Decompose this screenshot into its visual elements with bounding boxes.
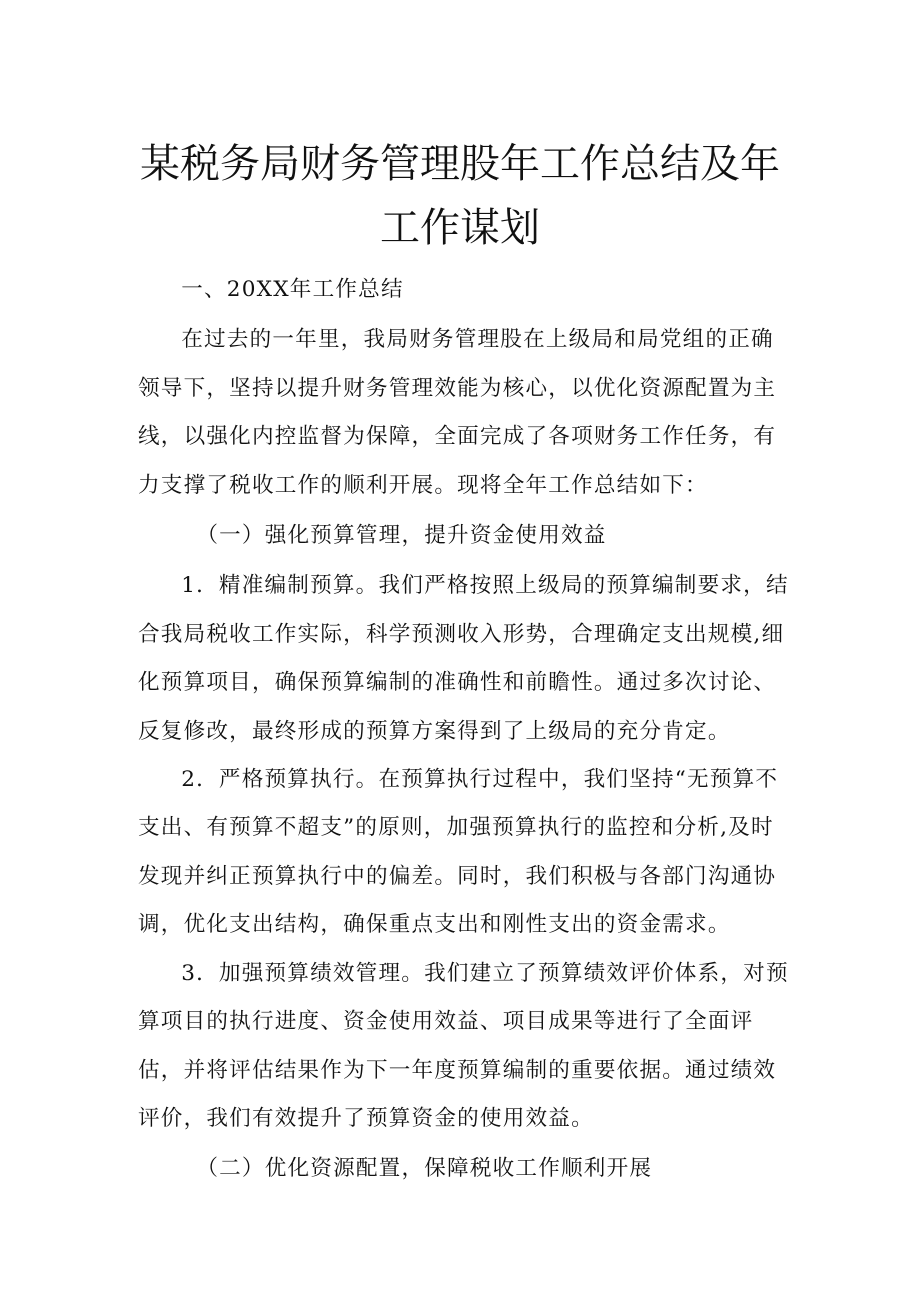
- document-title: 某税务局财务管理股年工作总结及年工作谋划: [140, 141, 780, 251]
- paragraph-item-1: 1．精准编制预算。我们严格按照上级局的预算编制要求，结合我局税收工作实际，科学预测收入形势，合理确定支出规模,细化预算项目，确保预算编制的准确性和前瞻性。通过多次讨论、反复修改，最终形成的预算方案得到了上级局的充分肯定。: [138, 573, 789, 744]
- section-intro-paragraph: 在过去的一年里，我局财务管理股在上级局和局党组的正确领导下，坚持以提升财务管理效能为核心，以优化资源配置为主线，以强化内控监督为保障，全面完成了各项财务工作任务，有力支撑了税收工作的顺利开展。现将全年工作总结如下：: [138, 327, 777, 498]
- document-body: [138, 264, 790, 1196]
- section-heading: 一、20XX年工作总结: [181, 277, 404, 302]
- paragraph-item-2: 2．严格预算执行。在预算执行过程中，我们坚持“无预算不支出、有预算不超支”的原则，加强预算执行的监控和分析,及时发现并纠正预算执行中的偏差。同时，我们积极与各部门沟通协调，优化支出结构，确保重点支出和刚性支出的资金需求。: [138, 767, 779, 938]
- subsection-heading-2: （二）优化资源配置，保障税收工作顺利开展: [196, 1156, 653, 1182]
- subsection-heading-1: （一）强化预算管理，提升资金使用效益: [196, 523, 607, 549]
- paragraph-item-3: 3．加强预算绩效管理。我们建立了预算绩效评价体系，对预算项目的执行进度、资金使用效益、项目成果等进行了全面评估，并将评估结果作为下一年度预算编制的重要依据。通过绩效评价，我们有效提升了预算资金的使用效益。: [138, 960, 789, 1131]
